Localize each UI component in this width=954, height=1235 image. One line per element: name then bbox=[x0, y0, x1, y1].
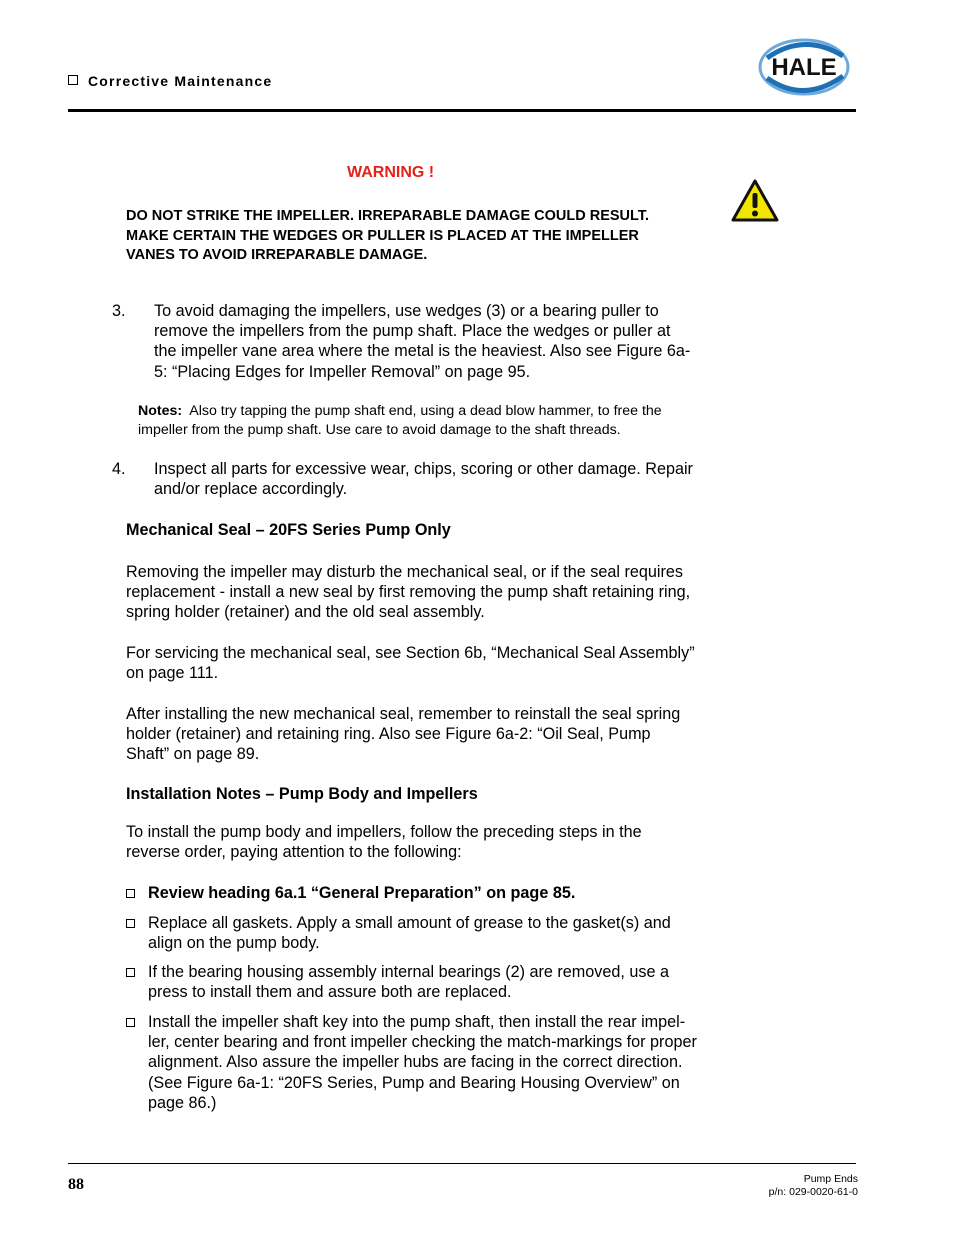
logo-text: HALE bbox=[771, 54, 837, 81]
paragraph-line: Removing the impeller may disturb the mechanical seal, or if the seal requires bbox=[126, 563, 683, 581]
footer-divider bbox=[68, 1163, 856, 1164]
list-item-line: align on the pump body. bbox=[148, 934, 320, 953]
list-item bbox=[126, 962, 736, 1002]
step-4 bbox=[112, 459, 732, 499]
paragraph-line: replacement - install a new seal by first removing the pump shaft retaining ring, bbox=[126, 583, 691, 602]
step-line: the impeller vane area where the metal is the heaviest. Also see Figure 6a- bbox=[154, 342, 691, 361]
part-number: p/n: 029-0020-61-0 bbox=[768, 1186, 858, 1198]
list-item bbox=[126, 883, 736, 903]
list-item bbox=[126, 1012, 736, 1113]
note-line: impeller from the pump shaft. Use care to avoid damage to the shaft threads. bbox=[138, 422, 621, 438]
paragraph-line: on page 111. bbox=[126, 664, 219, 683]
warning-triangle-icon bbox=[730, 178, 780, 224]
note-label: Notes: bbox=[138, 403, 183, 419]
page-number: 88 bbox=[68, 1176, 84, 1193]
paragraph bbox=[126, 562, 736, 623]
paragraph-line: reverse order, paying attention to the following: bbox=[126, 843, 462, 862]
step-number: 3. bbox=[112, 302, 126, 320]
header-divider bbox=[68, 109, 856, 112]
checkbox-bullet-icon bbox=[126, 919, 135, 928]
paragraph bbox=[126, 822, 736, 862]
step-line: remove the impellers from the pump shaft. Place the wedges or puller at bbox=[154, 322, 671, 341]
checkbox-bullet-icon bbox=[126, 889, 135, 898]
paragraph-line: For servicing the mechanical seal, see Section 6b, “Mechanical Seal Assembly” bbox=[126, 644, 695, 662]
step-line: Inspect all parts for excessive wear, chips, scoring or other damage. Repair bbox=[154, 460, 693, 478]
hale-logo bbox=[755, 36, 853, 98]
paragraph-line: holder (retainer) and retaining ring. Also see Figure 6a-2: “Oil Seal, Pump bbox=[126, 725, 651, 744]
doc-title: Pump Ends bbox=[803, 1173, 858, 1185]
list-item bbox=[126, 913, 736, 953]
checkbox-bullet-icon bbox=[126, 1018, 135, 1027]
list-item-line: If the bearing housing assembly internal bearings (2) are removed, use a bbox=[148, 963, 669, 981]
list-item-line: alignment. Also assure the impeller hubs are facing in the correct direction. bbox=[148, 1053, 683, 1072]
warning-line: DO NOT STRIKE THE IMPELLER. IRREPARABLE DAMAGE COULD RESULT. bbox=[126, 208, 650, 224]
step-3 bbox=[112, 301, 732, 382]
list-item-line: ler, center bearing and front impeller checking the match-markings for proper bbox=[148, 1033, 697, 1052]
list-item-line: Review heading 6a.1 “General Preparation” on page 85. bbox=[148, 884, 576, 902]
warning-line: VANES TO AVOID IRREPARABLE DAMAGE. bbox=[126, 247, 428, 263]
paragraph bbox=[126, 704, 736, 765]
warning-title: WARNING ! bbox=[347, 164, 435, 181]
installation-heading: Installation Notes – Pump Body and Impellers bbox=[126, 785, 478, 803]
section-title bbox=[68, 73, 272, 89]
warning-message bbox=[126, 207, 726, 266]
step-line: To avoid damaging the impellers, use wedges (3) or a bearing puller to bbox=[154, 302, 659, 320]
checkbox-bullet-icon bbox=[68, 75, 78, 85]
step-number: 4. bbox=[112, 460, 126, 478]
list-item-line: Install the impeller shaft key into the pump shaft, then install the rear impel- bbox=[148, 1013, 686, 1031]
step-line: 5: “Placing Edges for Impeller Removal” on page 95. bbox=[154, 362, 531, 381]
mechanical-seal-heading: Mechanical Seal – 20FS Series Pump Only bbox=[126, 521, 451, 539]
paragraph-line: After installing the new mechanical seal, remember to reinstall the seal spring bbox=[126, 705, 681, 723]
note-line: Also try tapping the pump shaft end, using a dead blow hammer, to free the bbox=[189, 403, 662, 419]
paragraph-line: Shaft” on page 89. bbox=[126, 745, 260, 764]
list-item-line: press to install them and assure both are replaced. bbox=[148, 983, 512, 1002]
paragraph-line: spring holder (retainer) and the old seal assembly. bbox=[126, 603, 485, 622]
paragraph-line: To install the pump body and impellers, follow the preceding steps in the bbox=[126, 823, 642, 841]
list-item-line: Replace all gaskets. Apply a small amount of grease to the gasket(s) and bbox=[148, 914, 671, 932]
step-line: and/or replace accordingly. bbox=[154, 480, 348, 499]
note-block bbox=[138, 402, 738, 440]
list-item-line: (See Figure 6a-1: “20FS Series, Pump and Bearing Housing Overview” on bbox=[148, 1073, 680, 1092]
paragraph bbox=[126, 643, 736, 683]
section-title-text: Corrective Maintenance bbox=[88, 73, 273, 89]
warning-line: MAKE CERTAIN THE WEDGES OR PULLER IS PLACED AT THE IMPELLER bbox=[126, 227, 639, 244]
footer-doc-info bbox=[769, 1173, 858, 1199]
list-item-line: page 86.) bbox=[148, 1093, 217, 1112]
checkbox-bullet-icon bbox=[126, 968, 135, 977]
